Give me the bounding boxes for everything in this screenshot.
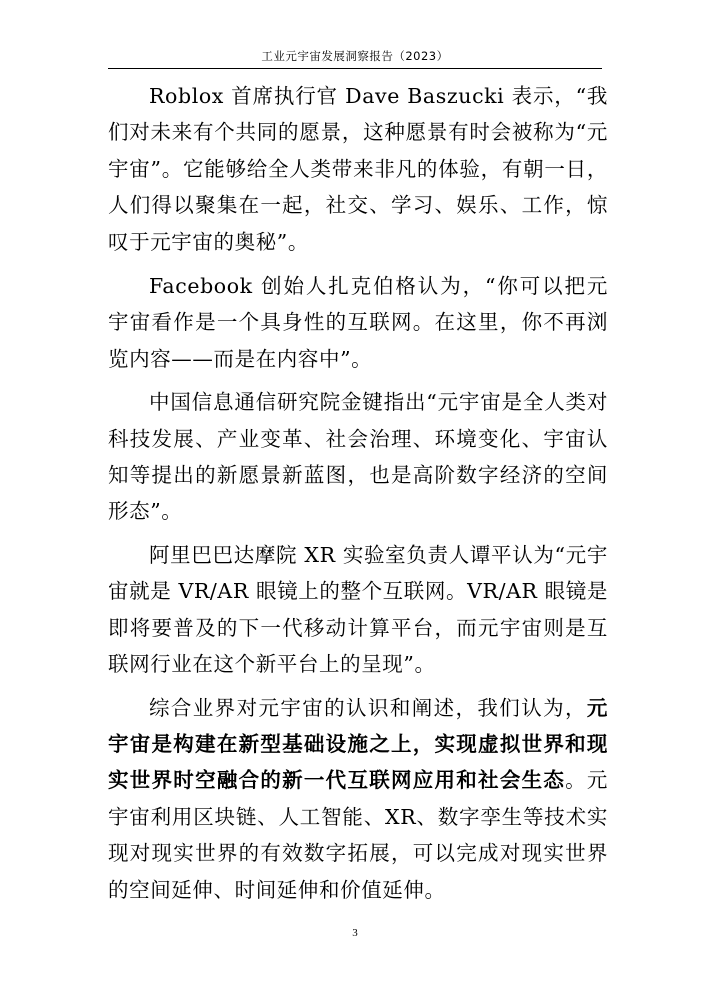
paragraph-facebook-quote: Facebook 创始人扎克伯格认为，“你可以把元宇宙看作是一个具身性的互联网。在这里，你不再浏览内容——而是在内容中”。 xyxy=(108,274,608,371)
paragraph-caict-quote: 中国信息通信研究院金键指出“元宇宙是全人类对科技发展、产业变革、社会治理、环境变化、宇宙认知等提出的新愿景新蓝图，也是高阶数字经济的空间形态”。 xyxy=(108,390,608,524)
body-content xyxy=(108,78,608,908)
page-header xyxy=(108,48,602,69)
paragraph-damo-quote: 阿里巴巴达摩院 XR 实验室负责人谭平认为“元宇宙就是 VR/AR 眼镜上的整个互联网。VR/AR 眼镜是即将要普及的下一代移动计算平台，而元宇宙则是互联网行业在这个新平台上的呈现”。 xyxy=(108,542,608,677)
report-title: 工业元宇宙发展洞察报告（2023） xyxy=(261,49,449,63)
metaverse-definition-bold: 元宇宙是构建在新型基础设施之上，实现虚拟世界和现实世界时空融合的新一代互联网应用和社会生态 xyxy=(108,695,608,793)
page-number: 3 xyxy=(352,927,358,939)
paragraph-roblox-quote: Roblox 首席执行官 Dave Baszucki 表示，“我们对未来有个共同的愿景，这种愿景有时会被称为“元宇宙”。它能够给全人类带来非凡的体验，有朝一日，人们得以聚集在一起，社交、学习、娱乐、工作，惊叹于元宇宙的奥秘”。 xyxy=(108,84,608,254)
paragraph-definition: 综合业界对元宇宙的认识和阐述，我们认为，元宇宙是构建在新型基础设施之上，实现虚拟世界和现实世界时空融合的新一代互联网应用和社会生态。元宇宙利用区块链、人工智能、XR、数字孪生等技术实现对现实世界的有效数字拓展，可以完成对现实世界的空间延伸、时间延伸和价值延伸。 xyxy=(108,695,608,902)
